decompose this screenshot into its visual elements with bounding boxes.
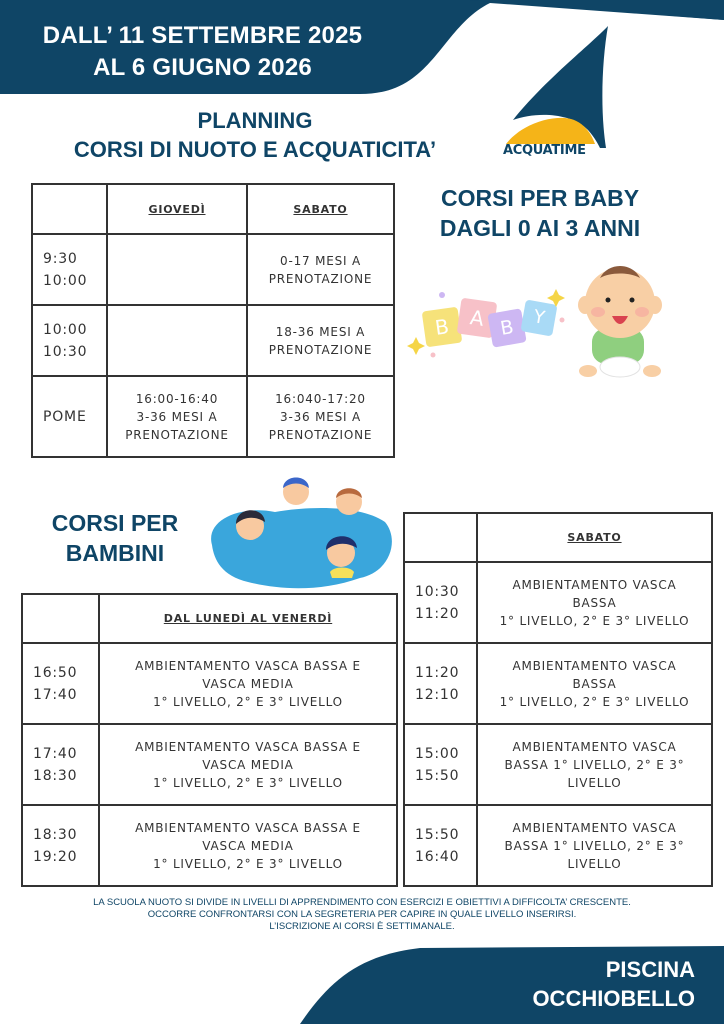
date-range-line1: DALL’ 11 SETTEMBRE 2025 (42, 22, 363, 49)
header-empty (22, 594, 99, 643)
bambini-title-line1: CORSI PER (51, 510, 179, 536)
time-cell: 18:30 19:20 (22, 805, 99, 886)
sabato-cell: 0-17 MESI A PRENOTAZIONE (247, 234, 394, 305)
info-note (30, 897, 694, 933)
date-range-line2: AL 6 GIUGNO 2026 (93, 54, 312, 81)
venue-name (480, 955, 695, 1013)
course-cell: AMBIENTAMENTO VASCA BASSA E VASCA MEDIA 1° LIVELLO, 2° E 3° LIVELLO (99, 643, 397, 724)
giovedi-cell (107, 305, 247, 376)
header-band-right (470, 0, 724, 20)
table-row (404, 805, 712, 886)
info-note-line1: LA SCUOLA NUOTO SI DIVIDE IN LIVELLI DI APPRENDIMENTO CON ESERCIZI E OBIETTIVI A DIFFICOLTA’ CRESCENTE. (93, 897, 631, 908)
table-header-row (22, 594, 397, 643)
venue-line1: PISCINA (605, 957, 695, 982)
block-letter: Y (531, 306, 547, 329)
time-cell: 17:40 18:30 (22, 724, 99, 805)
course-cell: AMBIENTAMENTO VASCA BASSA E VASCA MEDIA 1° LIVELLO, 2° E 3° LIVELLO (99, 805, 397, 886)
table-row (32, 376, 394, 457)
table-header-row (32, 184, 394, 234)
course-cell: AMBIENTAMENTO VASCA BASSA 1° LIVELLO, 2° E 3° LIVELLO (477, 562, 712, 643)
course-cell: AMBIENTAMENTO VASCA BASSA E VASCA MEDIA 1° LIVELLO, 2° E 3° LIVELLO (99, 724, 397, 805)
table-header-row (404, 513, 712, 562)
baby-section-title (410, 183, 670, 243)
time-cell: 10:00 10:30 (32, 305, 107, 376)
page-title (20, 106, 490, 164)
giovedi-cell: 16:00-16:40 3-36 MESI A PRENOTAZIONE (107, 376, 247, 457)
table-row (22, 805, 397, 886)
time-cell: 11:20 12:10 (404, 643, 477, 724)
course-cell: AMBIENTAMENTO VASCA BASSA 1° LIVELLO, 2° E 3° LIVELLO (477, 643, 712, 724)
header-sabato: SABATO (477, 513, 712, 562)
info-note-line3: L’ISCRIZIONE AI CORSI È SETTIMANALE. (269, 921, 455, 932)
table-row (404, 643, 712, 724)
weekday-schedule-table (21, 593, 398, 887)
logo-text: ACQUATIME (503, 143, 586, 158)
venue-line2: OCCHIOBELLO (532, 986, 695, 1011)
baby-illustration (578, 266, 662, 377)
header-giovedi: GIOVEDÌ (107, 184, 247, 234)
block-letter: B (433, 314, 451, 340)
header-weekdays: DAL LUNEDÌ AL VENERDÌ (99, 594, 397, 643)
header-empty (404, 513, 477, 562)
giovedi-cell (107, 234, 247, 305)
page-title-line1: PLANNING (197, 108, 313, 133)
time-cell: 16:50 17:40 (22, 643, 99, 724)
course-cell: AMBIENTAMENTO VASCA BASSA 1° LIVELLO, 2° E 3° LIVELLO (477, 724, 712, 805)
time-cell: POME (32, 376, 107, 457)
block-letter: A (468, 305, 486, 331)
table-row (404, 724, 712, 805)
table-row (404, 562, 712, 643)
time-cell: 10:30 11:20 (404, 562, 477, 643)
time-cell: 15:00 15:50 (404, 724, 477, 805)
table-row (32, 305, 394, 376)
sabato-cell: 16:040-17:20 3-36 MESI A PRENOTAZIONE (247, 376, 394, 457)
table-row (22, 724, 397, 805)
header-sabato: SABATO (247, 184, 394, 234)
block-letter: B (498, 316, 516, 340)
table-row (32, 234, 394, 305)
baby-title-line2: DAGLI 0 AI 3 ANNI (439, 215, 641, 241)
saturday-schedule-table (403, 512, 713, 887)
bambini-section-title (30, 508, 200, 568)
baby-schedule-table (31, 183, 395, 458)
swimming-kids-illustration (211, 478, 392, 589)
date-range-header (0, 20, 405, 84)
page-title-line2: CORSI DI NUOTO E ACQUATICITA’ (73, 137, 437, 162)
info-note-line2: OCCORRE CONFRONTARSI CON LA SEGRETERIA PER CAPIRE IN QUALE LIVELLO INSERIRSI. (147, 909, 577, 920)
table-row (22, 643, 397, 724)
acquatime-logo (506, 26, 608, 148)
sabato-cell: 18-36 MESI A PRENOTAZIONE (247, 305, 394, 376)
header-empty (32, 184, 107, 234)
baby-title-line1: CORSI PER BABY (440, 185, 640, 211)
time-cell: 9:30 10:00 (32, 234, 107, 305)
time-cell: 15:50 16:40 (404, 805, 477, 886)
course-cell: AMBIENTAMENTO VASCA BASSA 1° LIVELLO, 2° E 3° LIVELLO (477, 805, 712, 886)
bambini-title-line2: BAMBINI (65, 540, 165, 566)
